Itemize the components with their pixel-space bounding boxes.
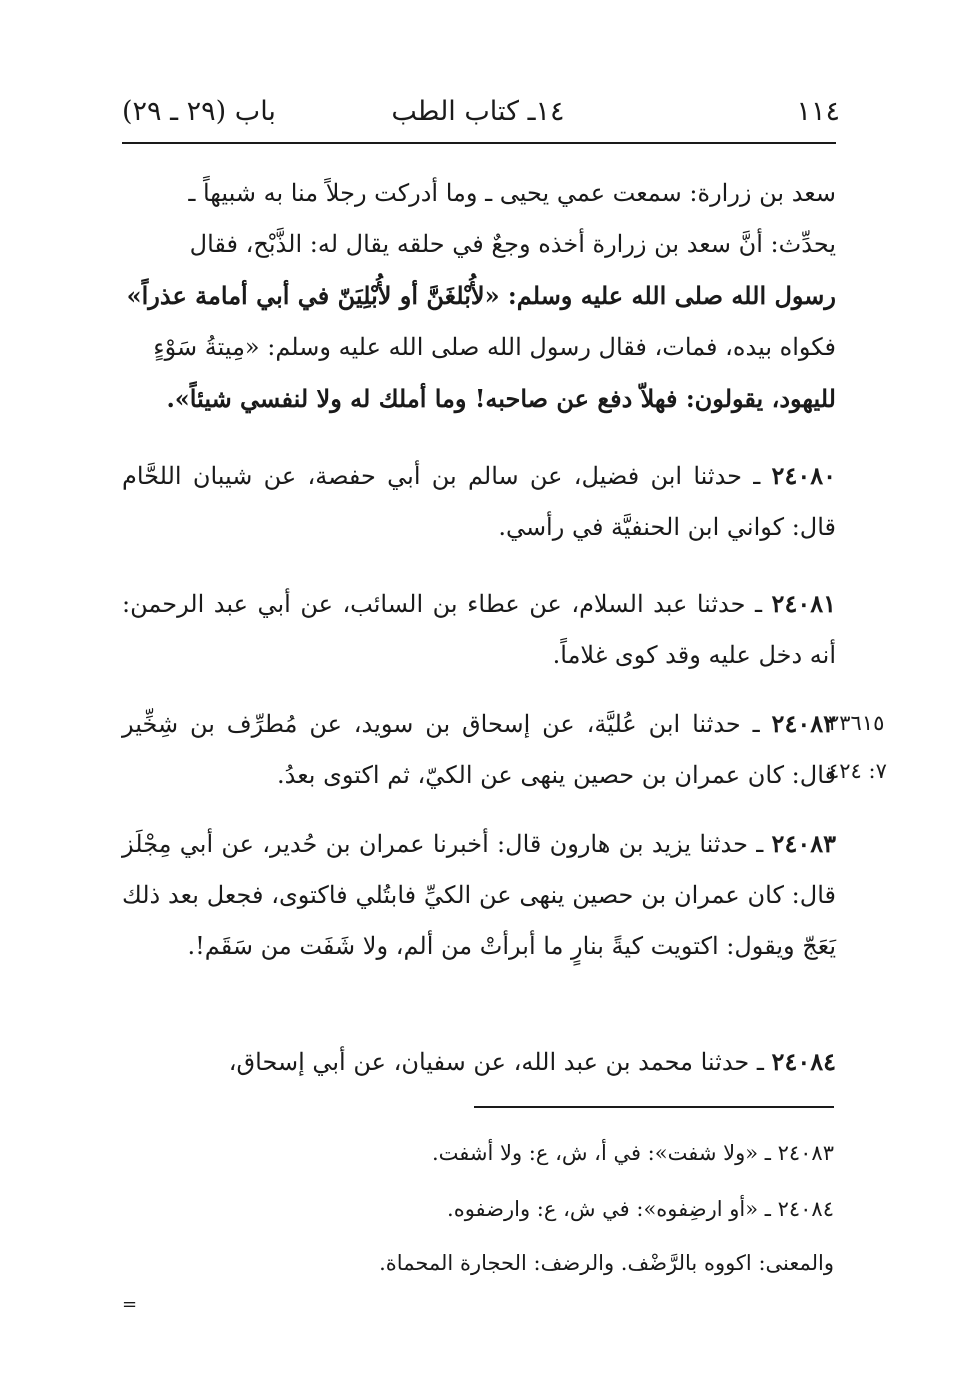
hadith-24082 [122,698,836,801]
hadith-number: ٢٤٠٨٢ [771,709,836,738]
text-line: رسول الله صلى الله عليه وسلم: «لأُبْلغَنَّ أو لأُبْلِيَنّ في أبي أمامة عذراً» [126,281,836,310]
hadith-number: ٢٤٠٨٠ [771,461,836,490]
hadith-text: ـ حدثنا يزيد بن هارون قال: أخبرنا عمران بن حُدير، عن أبي مِجْلَز قال: كان عمران بن حصين ينهى عن الكيِّ فابتُلي فاكتوى، فجعل بعد ذلك يَعَجّ ويقول: اكتويت كيةً بنارٍ ما أبرأتْ من ألم، ولا شَفَت من سَقَم!. [122,830,836,960]
hadith-text: ـ حدثنا عبد السلام، عن عطاء بن السائب، عن أبي عبد الرحمن: أنه دخل عليه وقد كوى غلاماً. [122,590,836,669]
header-rule [122,142,836,144]
footnote: ٢٤٠٨٣ ـ «ولا شفت»: في أ، ش، ع: ولا أشفت. [431,1141,834,1165]
hadith-number: ٢٤٠٨٤ [771,1047,836,1076]
margin-reference: ٧: ٤٢٤ [828,759,887,783]
margin-reference: ٢٣٦١٥ [828,711,885,735]
book-title: ١٤ـ كتاب الطب [391,96,565,127]
hadith-number: ٢٤٠٨٣ [771,829,836,858]
page-number: ١١٤ [796,96,840,127]
footnote-rule [474,1106,834,1108]
hadith-number: ٢٤٠٨١ [771,589,836,618]
footnote: والمعنى: اكووه بالرَّضْف. والرضف: الحجارة المحماة. [379,1251,834,1275]
hadith-24081 [122,578,836,681]
footnote: ٢٤٠٨٤ ـ «أو ارضِفوه»: في ش، ع: وارضفوه. [447,1197,834,1221]
hadith-text: ـ حدثنا محمد بن عبد الله، عن سفيان، عن أبي إسحاق، [228,1048,772,1076]
hadith-24083 [122,818,836,972]
text-line: يحدِّث: أنَّ سعد بن زرارة أخذه وجعٌ في حلقه يقال له: الذَّبْح، فقال [189,230,836,258]
text-line: سعد بن زرارة: سمعت عمي يحيى ـ وما أدركت رجلاً منا به شبيهاً ـ [188,179,836,207]
text-line: فكواه بيده، فمات، فقال رسول الله صلى الله عليه وسلم: «مِيتةُ سَوْءٍ [153,333,836,361]
text-line: لليهود، يقولون: فهلاّ دفع عن صاحبه! وما أملك له ولا لنفسي شيئاً». [166,384,836,413]
hadith-24084 [122,1036,836,1088]
hadith-24080 [122,450,836,553]
paragraph-continuation [122,168,836,425]
page-mark: = [122,1294,138,1315]
hadith-text: ـ حدثنا ابن عُليَّة، عن إسحاق بن سويد، عن مُطرِّف بن شِخِّير قال: كان عمران بن حصين ينهى عن الكيّ، ثم اكتوى بعدُ. [122,710,836,789]
chapter-label: باب (٢٩ ـ ٢٩) [122,96,276,127]
hadith-text: ـ حدثنا ابن فضيل، عن سالم بن أبي حفصة، عن شيبان اللحَّام قال: كواني ابن الحنفيَّة في رأسي. [122,462,836,541]
